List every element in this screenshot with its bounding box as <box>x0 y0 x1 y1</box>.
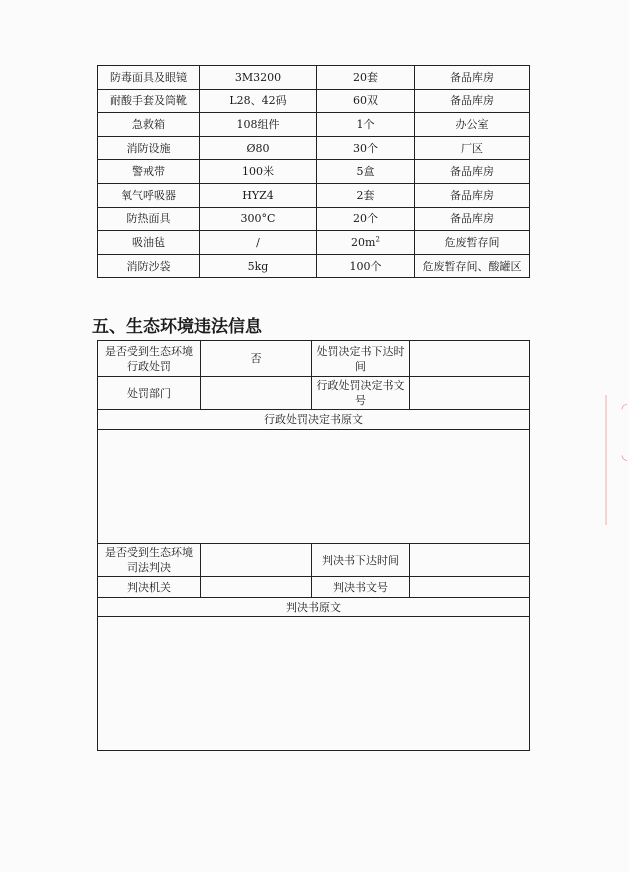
equipment-location: 备品库房 <box>415 160 530 184</box>
table-row <box>98 377 530 410</box>
equipment-qty: 1个 <box>317 113 415 137</box>
equipment-location: 厂区 <box>415 136 530 160</box>
table-row <box>98 617 530 751</box>
table-row <box>98 231 530 255</box>
seal-stamp-edge <box>605 395 629 525</box>
equipment-qty: 60双 <box>317 89 415 113</box>
equipment-name: 警戒带 <box>98 160 200 184</box>
court-label: 判决机关 <box>98 577 201 598</box>
penalty-dept-value <box>201 377 312 410</box>
section-title: 五、生态环境违法信息 <box>92 317 262 337</box>
decision-date-value <box>410 341 530 377</box>
equipment-qty: 100个 <box>317 254 415 278</box>
judicial-ruling-value <box>201 544 312 577</box>
equipment-location: 备品库房 <box>415 183 530 207</box>
equipment-spec: 5kg <box>200 254 317 278</box>
decision-text-area <box>98 430 530 544</box>
penalty-dept-label: 处罚部门 <box>98 377 201 410</box>
table-row <box>98 544 530 577</box>
judgment-date-label: 判决书下达时间 <box>312 544 410 577</box>
equipment-location: 危废暂存间 <box>415 231 530 255</box>
seal-mark: ◟ <box>621 447 627 463</box>
seal-mark: ◜ <box>621 401 627 417</box>
equipment-spec: 3M3200 <box>200 66 317 90</box>
decision-number-label: 行政处罚决定书文号 <box>312 377 410 410</box>
equipment-spec: / <box>200 231 317 255</box>
decision-number-value <box>410 377 530 410</box>
equipment-qty: 5盒 <box>317 160 415 184</box>
table-row <box>98 66 530 90</box>
equipment-name: 消防设施 <box>98 136 200 160</box>
equipment-spec: 108组件 <box>200 113 317 137</box>
equipment-qty: 30个 <box>317 136 415 160</box>
qty-value: 20m <box>351 235 376 249</box>
qty-exponent: 2 <box>375 235 380 244</box>
table-row <box>98 430 530 544</box>
equipment-location: 办公室 <box>415 113 530 137</box>
table-row <box>98 207 530 231</box>
equipment-name: 消防沙袋 <box>98 254 200 278</box>
admin-penalty-label: 是否受到生态环境行政处罚 <box>98 341 201 377</box>
table-row <box>98 113 530 137</box>
table-row <box>98 341 530 377</box>
equipment-spec: 100米 <box>200 160 317 184</box>
equipment-location: 备品库房 <box>415 89 530 113</box>
judgment-text-area <box>98 617 530 751</box>
judicial-ruling-label: 是否受到生态环境司法判决 <box>98 544 201 577</box>
equipment-spec: L28、42码 <box>200 89 317 113</box>
equipment-spec: Ø80 <box>200 136 317 160</box>
table-row <box>98 598 530 617</box>
table-row <box>98 254 530 278</box>
equipment-qty: 20个 <box>317 207 415 231</box>
court-value <box>201 577 312 598</box>
equipment-spec: HYZ4 <box>200 183 317 207</box>
equipment-location: 危废暂存间、酸罐区 <box>415 254 530 278</box>
decision-date-label: 处罚决定书下达时间 <box>312 341 410 377</box>
decision-text-label: 行政处罚决定书原文 <box>98 410 530 430</box>
admin-penalty-value: 否 <box>201 341 312 377</box>
judgment-text-label: 判决书原文 <box>98 598 530 617</box>
equipment-name: 急救箱 <box>98 113 200 137</box>
equipment-name: 吸油毡 <box>98 231 200 255</box>
equipment-name: 防毒面具及眼镜 <box>98 66 200 90</box>
equipment-qty <box>317 231 415 255</box>
table-row <box>98 160 530 184</box>
table-row <box>98 183 530 207</box>
table-row <box>98 410 530 430</box>
equipment-table <box>97 65 530 278</box>
table-row <box>98 136 530 160</box>
equipment-location: 备品库房 <box>415 66 530 90</box>
judgment-number-label: 判决书文号 <box>312 577 410 598</box>
equipment-qty: 20套 <box>317 66 415 90</box>
judgment-number-value <box>410 577 530 598</box>
table-row <box>98 577 530 598</box>
equipment-qty: 2套 <box>317 183 415 207</box>
violation-info-table <box>97 340 530 751</box>
table-row <box>98 89 530 113</box>
equipment-name: 氧气呼吸器 <box>98 183 200 207</box>
equipment-name: 耐酸手套及筒靴 <box>98 89 200 113</box>
judgment-date-value <box>410 544 530 577</box>
equipment-name: 防热面具 <box>98 207 200 231</box>
equipment-spec: 300°C <box>200 207 317 231</box>
equipment-location: 备品库房 <box>415 207 530 231</box>
